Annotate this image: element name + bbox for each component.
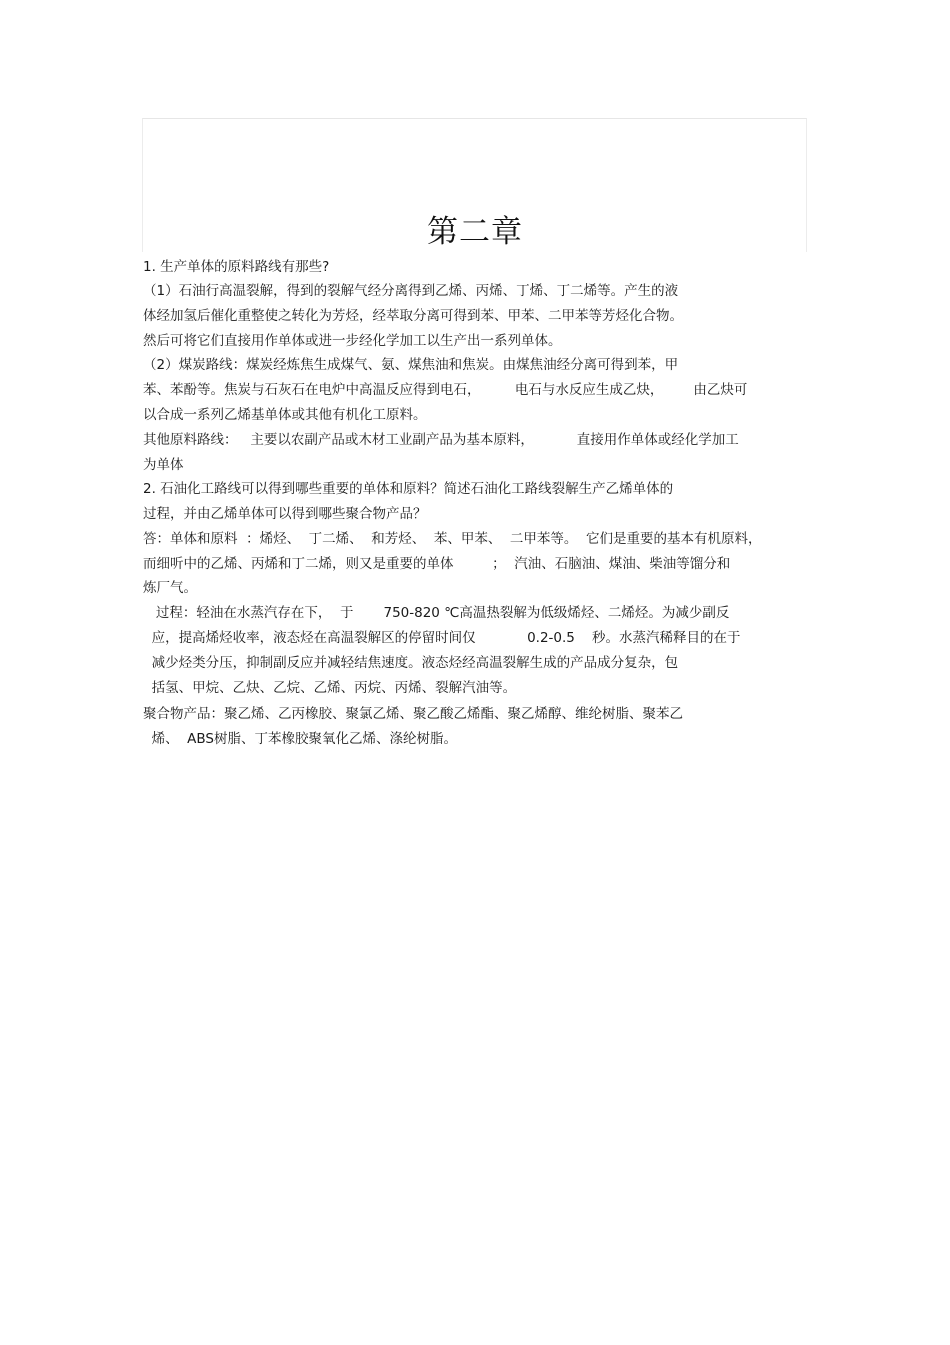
text-line-13: 而细听中的乙烯、丙烯和丁二烯，则又是重要的单体 ； 汽油、石脑油、煤油、柴油等馏分和 <box>143 556 731 572</box>
text-line-17: 减少烃类分压，抑制副反应并减轻结焦速度。液态烃经高温裂解生成的产品成分复杂，包 <box>143 655 679 671</box>
text-line-20: 烯、 ABS树脂、丁苯橡胶聚氧化乙烯、涤纶树脂。 <box>143 731 457 747</box>
text-line-14: 炼厂气。 <box>143 580 197 596</box>
text-line-19: 聚合物产品：聚乙烯、乙丙橡胶、聚氯乙烯、聚乙酸乙烯酯、聚乙烯醇、维纶树脂、聚苯乙 <box>143 706 683 722</box>
text-line-02: （1）石油行高温裂解，得到的裂解气经分离得到乙烯、丙烯、丁烯、丁二烯等。产生的液 <box>143 283 679 299</box>
text-line-09: 为单体 <box>143 457 184 473</box>
text-line-12: 答：单体和原料 ：烯烃、 丁二烯、 和芳烃、 苯、甲苯、 二甲苯等。 它们是重要的基本有机原料， <box>143 531 762 547</box>
text-line-01: 1. 生产单体的原料路线有那些? <box>143 259 330 275</box>
chapter-title: 第二章 <box>427 214 523 250</box>
text-line-03: 体经加氢后催化重整使之转化为芳烃，经萃取分离可得到苯、甲苯、二甲苯等芳烃化合物。 <box>143 308 683 324</box>
text-line-05: （2）煤炭路线：煤炭经炼焦生成煤气、氨、煤焦油和焦炭。由煤焦油经分离可得到苯，甲 <box>143 357 679 373</box>
text-line-06: 苯、苯酚等。焦炭与石灰石在电炉中高温反应得到电石， 电石与水反应生成乙炔， 由乙炔可 <box>143 382 748 398</box>
text-line-15: 过程：轻油在水蒸汽存在下， 于 750-820 ℃高温热裂解为低级烯烃、二烯烃。为减少副反 <box>143 605 730 621</box>
text-line-16: 应，提高烯烃收率，液态烃在高温裂解区的停留时间仅 0.2-0.5 秒。水蒸汽稀释目的在于 <box>143 630 741 646</box>
text-line-07: 以合成一系列乙烯基单体或其他有机化工原料。 <box>143 407 427 423</box>
text-line-10: 2. 石油化工路线可以得到哪些重要的单体和原料？简述石油化工路线裂解生产乙烯单体的 <box>143 481 674 497</box>
text-line-08: 其他原料路线： 主要以农副产品或木材工业副产品为基本原料， 直接用作单体或经化学加工 <box>143 432 739 448</box>
text-line-18: 括氢、甲烷、乙炔、乙烷、乙烯、丙烷、丙烯、裂解汽油等。 <box>143 680 517 696</box>
text-line-04: 然后可将它们直接用作单体或进一步经化学加工以生产出一系列单体。 <box>143 333 562 349</box>
text-line-11: 过程，并由乙烯单体可以得到哪些聚合物产品？ <box>143 506 427 522</box>
